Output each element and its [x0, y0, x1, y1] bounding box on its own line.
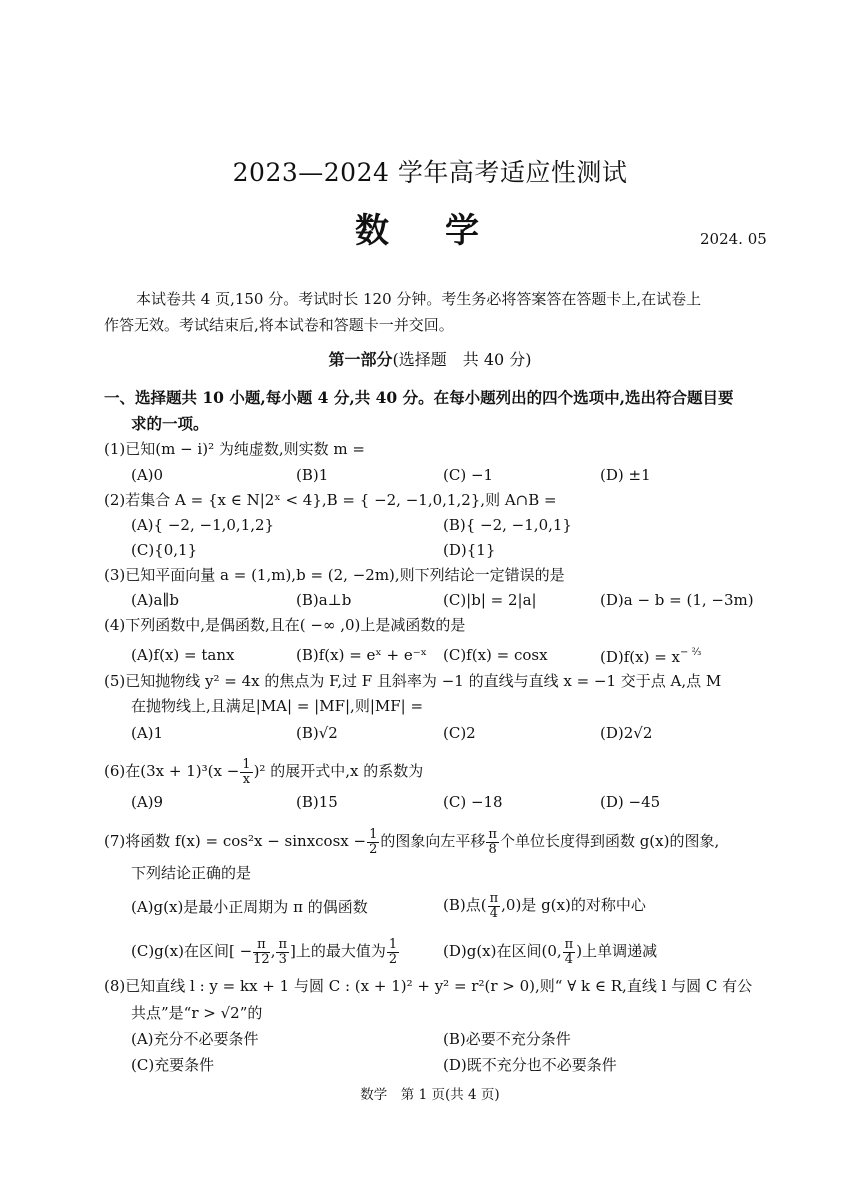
question-7-option-d-numerator: π — [564, 937, 574, 952]
question-7-option-d — [443, 938, 657, 966]
question-5-option-b: (B)√2 — [296, 724, 338, 742]
question-1-option-d: (D) ±1 — [600, 466, 651, 484]
question-7-option-d-fraction — [563, 938, 576, 966]
question-6-stem-mid: (x − — [207, 762, 240, 781]
question-7-option-c-numerator-2: π — [278, 937, 288, 952]
question-1-stem: (1)已知(m − i)² 为纯虚数,则实数 m = — [104, 440, 365, 458]
question-4-stem: (4)下列函数中,是偶函数,且在( −∞ ,0)上是减函数的是 — [104, 616, 466, 634]
question-6-fraction — [240, 758, 252, 786]
question-3-stem: (3)已知平面向量 a = (1,m),b = (2, −2m),则下列结论一定错误的是 — [104, 566, 565, 584]
question-6-fraction-denominator: x — [242, 771, 251, 787]
question-8-option-d: (D)既不充分也不必要条件 — [443, 1056, 617, 1074]
question-1-option-b: (B)1 — [296, 466, 329, 484]
question-5-option-a: (A)1 — [131, 724, 164, 742]
question-7-option-b-fraction — [488, 892, 501, 920]
question-7-option-c-mid: , — [270, 942, 276, 961]
question-4-option-c: (C)f(x) = cosx — [443, 646, 548, 664]
question-7-option-b-pre: (B)点( — [443, 896, 487, 915]
question-7-option-b — [443, 892, 646, 920]
question-4-option-d-base: (D)f(x) = x — [600, 648, 681, 666]
question-1-option-a: (A)0 — [131, 466, 164, 484]
question-1-option-c: (C) −1 — [443, 466, 494, 484]
question-8-option-b: (B)必要不充分条件 — [443, 1030, 571, 1048]
question-7-option-c-numerator-3: 1 — [388, 937, 398, 952]
question-7-option-c-fraction-3 — [387, 938, 399, 966]
question-4-option-d-exponent: − ²⁄₃ — [680, 647, 702, 658]
part-title-main: 第一部分 — [328, 350, 393, 369]
question-7-option-c-fraction-2 — [276, 938, 289, 966]
question-7-option-d-pre: (D)g(x)在区间(0, — [443, 942, 562, 961]
question-2-option-c: (C){0,1} — [131, 541, 198, 559]
question-3-option-b: (B)a⊥b — [296, 591, 352, 609]
question-7-pi-denominator: 8 — [488, 841, 497, 857]
question-7-option-c-denominator-1: 12 — [253, 951, 270, 967]
question-7-option-b-numerator: π — [489, 891, 499, 906]
question-7-stem-pre: (7)将函数 f(x) = cos²x − sinxcosx − — [104, 832, 367, 851]
section-header-line-1: 一、选择题共 10 小题,每小题 4 分,共 40 分。在每小题列出的四个选项中,选出符合题目要 — [104, 388, 734, 407]
question-7-option-c-denominator-2: 3 — [278, 951, 287, 967]
question-8-option-a: (A)充分不必要条件 — [131, 1030, 259, 1048]
question-7-pi-fraction — [486, 828, 499, 856]
question-8-stem-line-2: 共点”是“r > √2”的 — [131, 1004, 263, 1022]
question-3-option-c: (C)|b| = 2|a| — [443, 591, 537, 609]
question-6-stem — [104, 758, 423, 786]
question-6-fraction-numerator: 1 — [242, 757, 251, 772]
question-6-stem-post: )² 的展开式中,x 的系数为 — [253, 762, 424, 781]
question-7-half-numerator: 1 — [369, 827, 378, 842]
exam-title: 2023—2024 学年高考适应性测试 — [232, 158, 628, 187]
question-7-option-c-denominator-3: 2 — [388, 951, 398, 967]
question-8-stem-line-1: (8)已知直线 l : y = kx + 1 与圆 C : (x + 1)² + y² = r²(r > 0),则“ ∀ k ∈ R,直线 l 与圆 C 有公 — [104, 977, 753, 995]
question-6-option-c: (C) −18 — [443, 793, 503, 811]
question-6-option-a: (A)9 — [131, 793, 164, 811]
question-7-stem-post: 个单位长度得到函数 g(x)的图象, — [499, 832, 720, 851]
question-7-option-c-numerator-1: π — [253, 938, 270, 953]
question-7-option-c — [131, 938, 400, 966]
question-7-option-b-post: ,0)是 g(x)的对称中心 — [501, 896, 646, 915]
question-2-option-a: (A){ −2, −1,0,1,2} — [131, 516, 275, 534]
question-2-option-d: (D){1} — [443, 541, 496, 559]
question-7-half-fraction — [367, 828, 379, 856]
question-6-option-d: (D) −45 — [600, 793, 661, 811]
question-7-stem-line-1 — [104, 828, 719, 856]
intro-line-2: 作答无效。考试结束后,将本试卷和答题卡一并交回。 — [104, 316, 454, 334]
question-5-stem-line-2: 在抛物线上,且满足|MA| = |MF|,则|MF| = — [131, 697, 424, 715]
question-7-option-a: (A)g(x)是最小正周期为 π 的偶函数 — [131, 898, 368, 916]
question-2-stem: (2)若集合 A = {x ∈ N|2ˣ < 4},B = { −2, −1,0,1,2},则 A∩B = — [104, 491, 557, 509]
subject-heading: 数学 — [355, 211, 535, 251]
question-4-option-d — [600, 648, 701, 665]
question-5-option-d: (D)2√2 — [600, 724, 653, 742]
question-3-option-d: (D)a − b = (1, −3m) — [600, 591, 754, 609]
question-7-pi-numerator: π — [488, 827, 497, 842]
question-3-option-a: (A)a∥b — [131, 591, 180, 609]
intro-line-1: 本试卷共 4 页,150 分。考试时长 120 分钟。考生务必将答案答在答题卡上,在试卷上 — [136, 290, 702, 308]
page-footer: 数学 第 1 页(共 4 页) — [360, 1087, 500, 1103]
question-5-stem-line-1: (5)已知抛物线 y² = 4x 的焦点为 F,过 F 且斜率为 −1 的直线与直线 x = −1 交于点 A,点 M — [104, 672, 722, 690]
question-7-stem-line-2: 下列结论正确的是 — [131, 864, 252, 882]
exam-date: 2024. 05 — [700, 230, 767, 248]
question-7-option-d-denominator: 4 — [564, 951, 574, 967]
question-5-option-c: (C)2 — [443, 724, 476, 742]
question-7-option-c-post: ]上的最大值为 — [290, 942, 386, 961]
question-7-half-denominator: 2 — [369, 841, 378, 857]
question-8-option-c: (C)充要条件 — [131, 1056, 215, 1074]
question-6-option-b: (B)15 — [296, 793, 338, 811]
question-7-option-c-pre: (C)g(x)在区间[ − — [131, 942, 253, 961]
question-7-stem-mid: 的图象向左平移 — [380, 832, 486, 851]
question-7-option-c-fraction-1 — [253, 938, 270, 966]
part-title-note: (选择题 共 40 分) — [392, 350, 532, 369]
question-4-option-a: (A)f(x) = tanx — [131, 646, 235, 664]
question-7-option-d-post: )上单调递减 — [576, 942, 658, 961]
question-6-stem-pre: (6)在(3x + 1)³ — [104, 762, 208, 781]
section-header-line-2: 求的一项。 — [131, 414, 209, 433]
question-7-option-b-denominator: 4 — [489, 905, 498, 921]
question-4-option-b: (B)f(x) = eˣ + e⁻ˣ — [296, 646, 428, 664]
part-title — [0, 352, 860, 368]
question-2-option-b: (B){ −2, −1,0,1} — [443, 516, 572, 534]
